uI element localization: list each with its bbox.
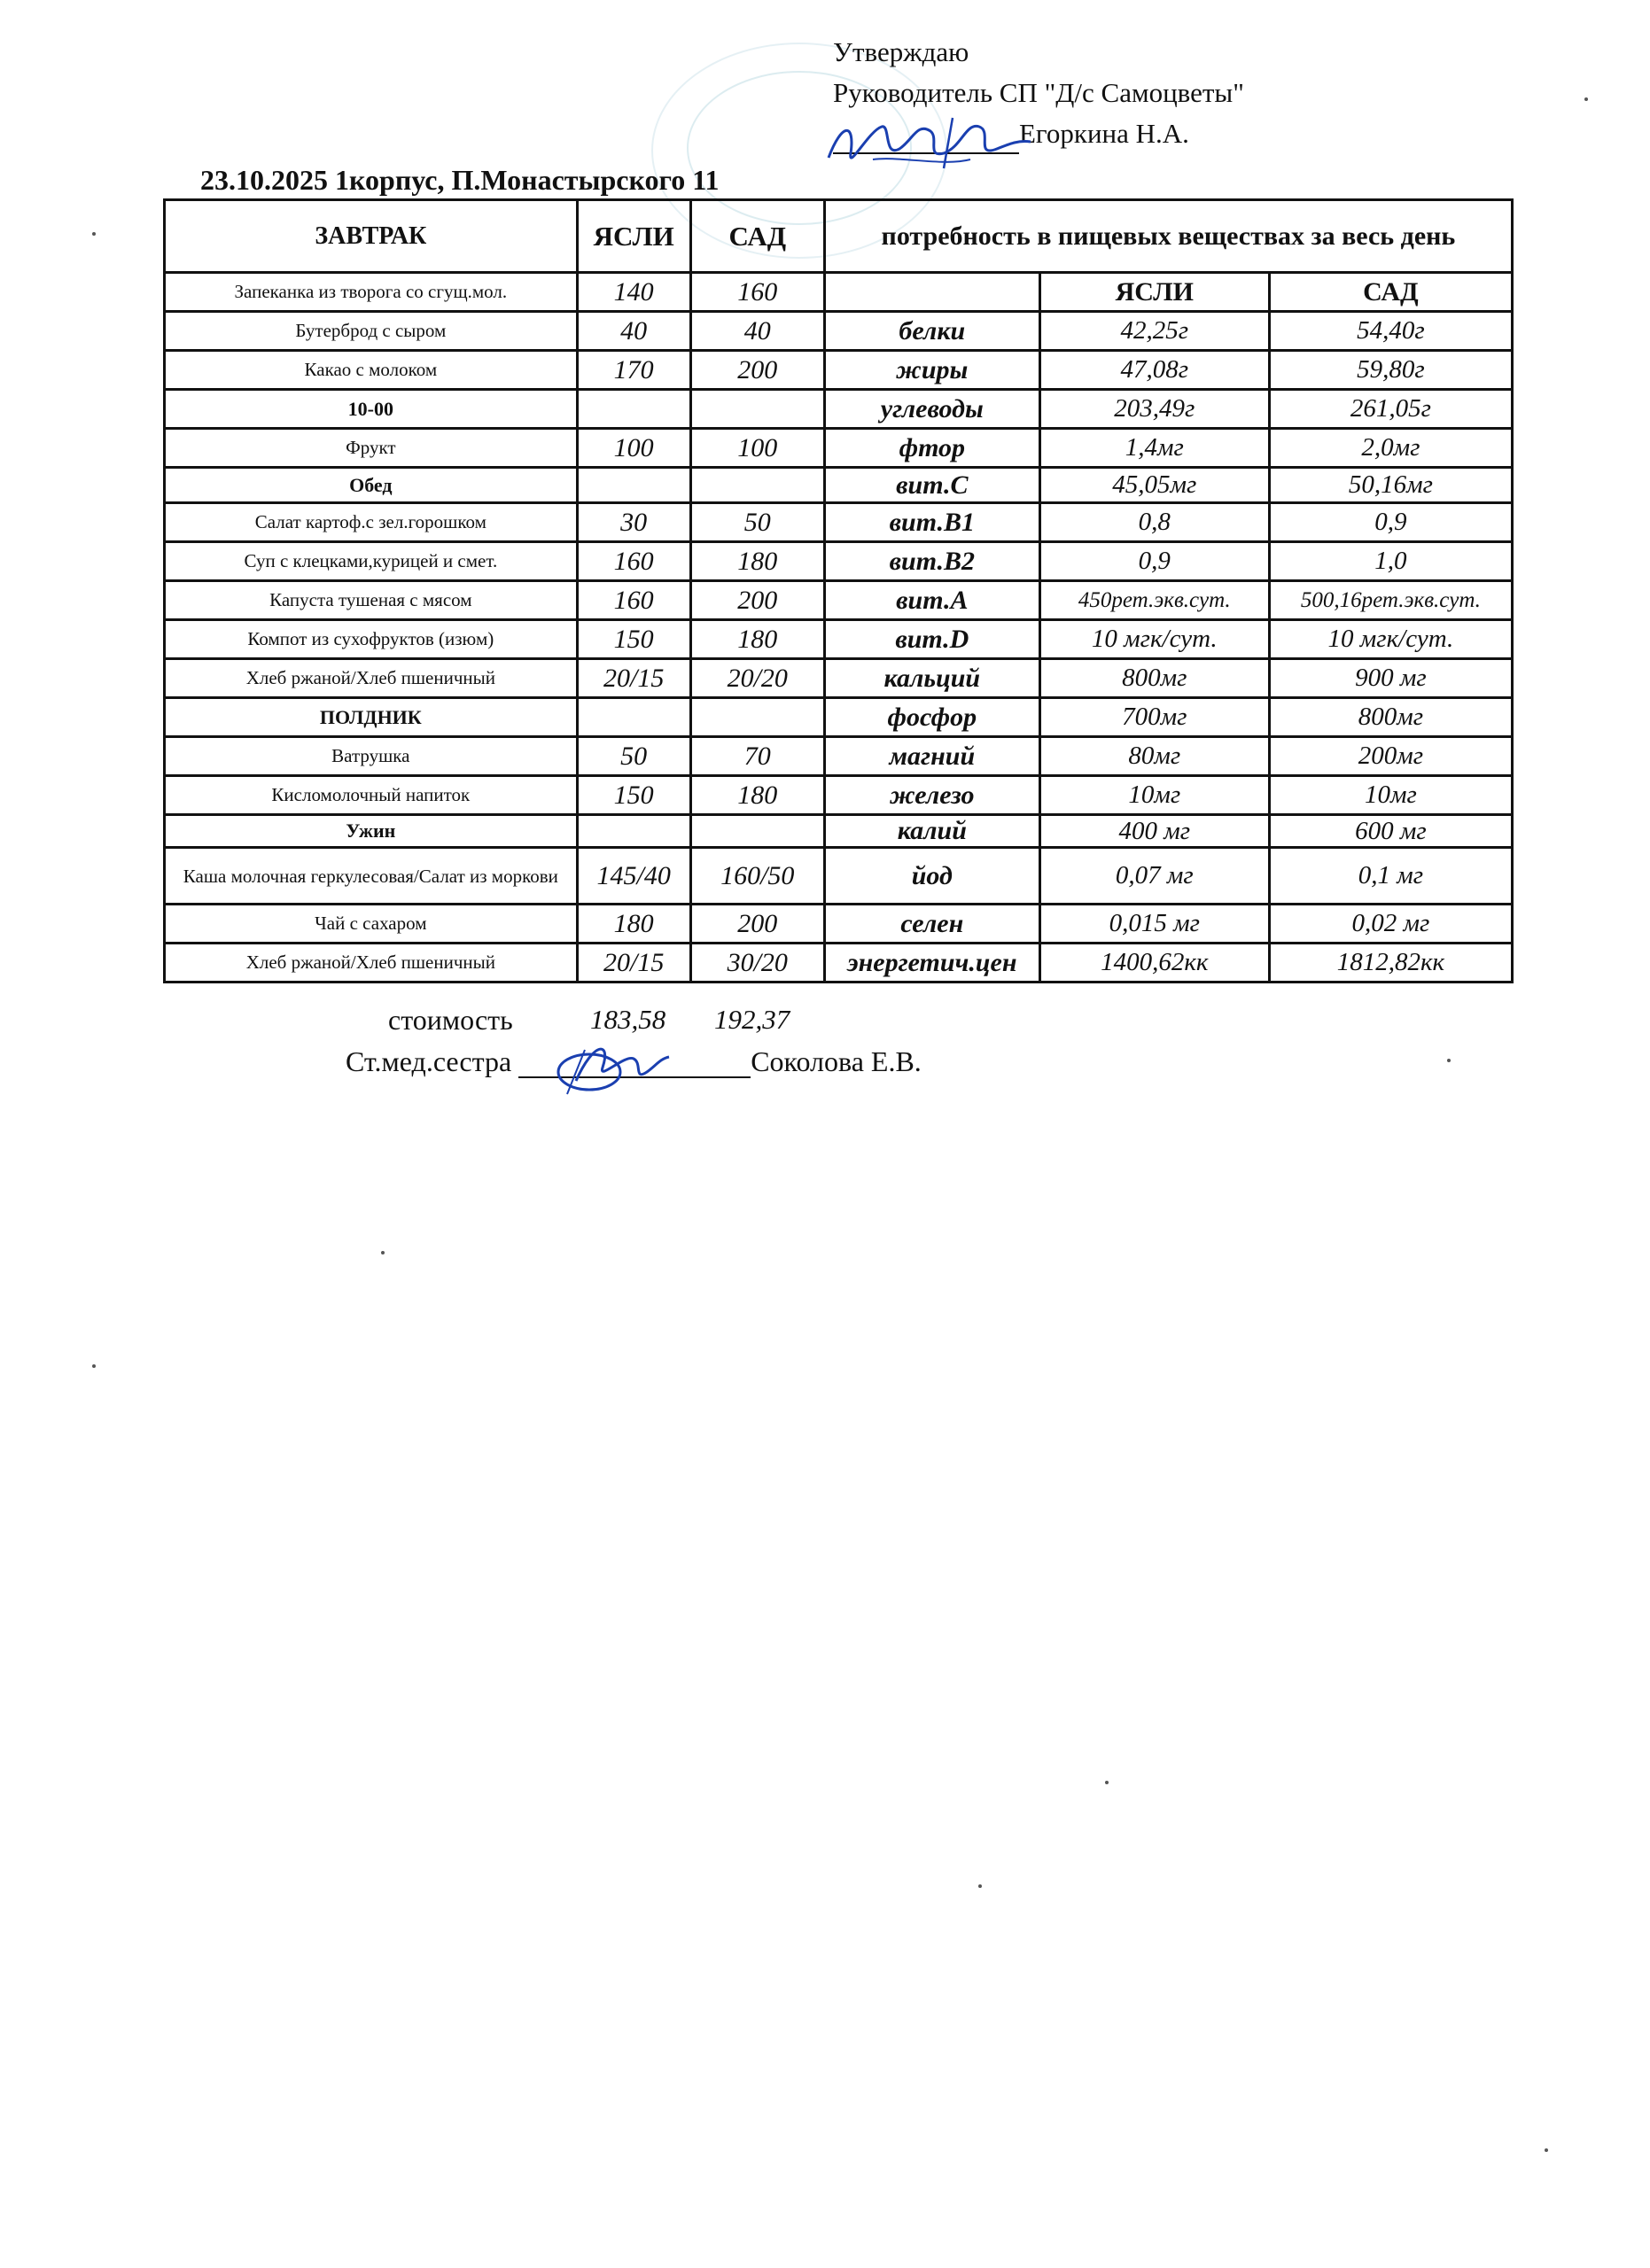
- nutrient-name: фосфор: [824, 698, 1039, 737]
- nutrient-name: углеводы: [824, 390, 1039, 429]
- portion-nursery: 40: [577, 312, 690, 351]
- approval-name: Егоркина Н.А.: [1019, 118, 1189, 149]
- nutrient-name: жиры: [824, 351, 1039, 390]
- table-row: [165, 273, 1513, 312]
- header-meal-breakfast: ЗАВТРАК: [165, 200, 578, 273]
- portion-garden: 200: [690, 905, 824, 944]
- nutrient-name: вит.D: [824, 620, 1039, 659]
- dish-name: Хлеб ржаной/Хлеб пшеничный: [165, 944, 578, 983]
- need-nursery: 80мг: [1039, 737, 1269, 776]
- approval-title: Утверждаю: [833, 36, 969, 67]
- table-row: [165, 581, 1513, 620]
- portion-garden: 180: [690, 620, 824, 659]
- table-row: [165, 542, 1513, 581]
- need-nursery: 700мг: [1039, 698, 1269, 737]
- dish-name: Компот из сухофруктов (изюм): [165, 620, 578, 659]
- table-row: [165, 776, 1513, 815]
- dish-name: Ужин: [165, 815, 578, 848]
- dish-name: Какао с молоком: [165, 351, 578, 390]
- need-garden: 0,9: [1269, 503, 1512, 542]
- portion-garden: 70: [690, 737, 824, 776]
- nutrient-name: вит.В2: [824, 542, 1039, 581]
- table-row: [165, 944, 1513, 983]
- nutrient-name: железо: [824, 776, 1039, 815]
- nurse-name: Соколова Е.В.: [751, 1045, 922, 1077]
- scan-speck: [1105, 1781, 1109, 1784]
- need-nursery: 10мг: [1039, 776, 1269, 815]
- need-garden: 200мг: [1269, 737, 1512, 776]
- table-row: [165, 848, 1513, 905]
- need-nursery: 450рет.экв.сут.: [1039, 581, 1269, 620]
- portion-garden: [690, 815, 824, 848]
- need-nursery: 800мг: [1039, 659, 1269, 698]
- nutrient-name: [824, 273, 1039, 312]
- cost-garden: 192,37: [714, 1004, 790, 1035]
- portion-nursery: 160: [577, 581, 690, 620]
- portion-garden: 100: [690, 429, 824, 468]
- nutrient-name: фтор: [824, 429, 1039, 468]
- header-daily-needs: потребность в пищевых веществах за весь день: [824, 200, 1512, 273]
- portion-nursery: 20/15: [577, 944, 690, 983]
- need-garden: 500,16рет.экв.сут.: [1269, 581, 1512, 620]
- dish-name: Капуста тушеная с мясом: [165, 581, 578, 620]
- table-row: [165, 503, 1513, 542]
- menu-table: [163, 198, 1514, 983]
- need-nursery: 400 мг: [1039, 815, 1269, 848]
- table-row: [165, 815, 1513, 848]
- nutrient-name: кальций: [824, 659, 1039, 698]
- nutrient-name: селен: [824, 905, 1039, 944]
- portion-garden: 20/20: [690, 659, 824, 698]
- table-row: [165, 312, 1513, 351]
- portion-garden: 160/50: [690, 848, 824, 905]
- need-nursery: 203,49г: [1039, 390, 1269, 429]
- portion-garden: 30/20: [690, 944, 824, 983]
- portion-nursery: [577, 815, 690, 848]
- portion-garden: 180: [690, 776, 824, 815]
- need-garden: 50,16мг: [1269, 468, 1512, 503]
- nutrient-name: калий: [824, 815, 1039, 848]
- need-garden: 900 мг: [1269, 659, 1512, 698]
- portion-garden: 200: [690, 351, 824, 390]
- dish-name: Салат картоф.с зел.горошком: [165, 503, 578, 542]
- nurse-signature: [549, 1032, 673, 1103]
- portion-nursery: 150: [577, 776, 690, 815]
- portion-nursery: 20/15: [577, 659, 690, 698]
- need-nursery: 47,08г: [1039, 351, 1269, 390]
- need-garden: 800мг: [1269, 698, 1512, 737]
- table-row: [165, 620, 1513, 659]
- needs-header-nursery: ЯСЛИ: [1039, 273, 1269, 312]
- dish-name: Кисломолочный напиток: [165, 776, 578, 815]
- cost-nursery: 183,58: [590, 1004, 666, 1035]
- dish-name: ПОЛДНИК: [165, 698, 578, 737]
- scan-speck: [92, 232, 96, 236]
- need-garden: 1,0: [1269, 542, 1512, 581]
- need-garden: 600 мг: [1269, 815, 1512, 848]
- portion-garden: 50: [690, 503, 824, 542]
- portion-nursery: [577, 390, 690, 429]
- portion-garden: 200: [690, 581, 824, 620]
- need-nursery: 45,05мг: [1039, 468, 1269, 503]
- scan-speck: [381, 1251, 385, 1254]
- portion-nursery: 30: [577, 503, 690, 542]
- dish-name: Ватрушка: [165, 737, 578, 776]
- portion-nursery: 140: [577, 273, 690, 312]
- scan-speck: [978, 1884, 982, 1888]
- portion-garden: [690, 390, 824, 429]
- dish-name: Фрукт: [165, 429, 578, 468]
- table-header-row: [165, 200, 1513, 273]
- portion-nursery: 150: [577, 620, 690, 659]
- need-garden: 2,0мг: [1269, 429, 1512, 468]
- need-garden: 59,80г: [1269, 351, 1512, 390]
- need-garden: 0,02 мг: [1269, 905, 1512, 944]
- dish-name: Хлеб ржаной/Хлеб пшеничный: [165, 659, 578, 698]
- need-garden: 261,05г: [1269, 390, 1512, 429]
- dish-name: Суп с клецками,курицей и смет.: [165, 542, 578, 581]
- portion-garden: [690, 468, 824, 503]
- portion-nursery: 145/40: [577, 848, 690, 905]
- cost-label: стоимость: [388, 1004, 513, 1036]
- nurse-label: Ст.мед.сестра: [346, 1045, 512, 1077]
- scan-speck: [1584, 97, 1588, 101]
- portion-garden: 40: [690, 312, 824, 351]
- portion-garden: 180: [690, 542, 824, 581]
- header-garden: САД: [690, 200, 824, 273]
- table-row: [165, 737, 1513, 776]
- menu-table-body: [165, 200, 1513, 983]
- portion-nursery: 50: [577, 737, 690, 776]
- portion-garden: 160: [690, 273, 824, 312]
- dish-name: Обед: [165, 468, 578, 503]
- table-row: [165, 429, 1513, 468]
- dish-name: Бутерброд с сыром: [165, 312, 578, 351]
- dish-name: Запеканка из творога со сгущ.мол.: [165, 273, 578, 312]
- need-nursery: 0,07 мг: [1039, 848, 1269, 905]
- table-row: [165, 698, 1513, 737]
- portion-nursery: 100: [577, 429, 690, 468]
- scan-speck: [1447, 1059, 1451, 1062]
- needs-header-garden: САД: [1269, 273, 1512, 312]
- need-garden: 1812,82кк: [1269, 944, 1512, 983]
- nutrient-name: белки: [824, 312, 1039, 351]
- need-garden: 54,40г: [1269, 312, 1512, 351]
- director-signature: [820, 105, 1037, 184]
- portion-nursery: [577, 468, 690, 503]
- table-row: [165, 659, 1513, 698]
- need-nursery: 1400,62кк: [1039, 944, 1269, 983]
- need-garden: 10 мгк/сут.: [1269, 620, 1512, 659]
- nutrient-name: вит.С: [824, 468, 1039, 503]
- need-nursery: 0,8: [1039, 503, 1269, 542]
- scan-speck: [92, 1364, 96, 1368]
- header-nursery: ЯСЛИ: [577, 200, 690, 273]
- scan-speck: [1545, 2148, 1548, 2152]
- dish-name: 10-00: [165, 390, 578, 429]
- table-row: [165, 390, 1513, 429]
- portion-nursery: 180: [577, 905, 690, 944]
- table-row: [165, 905, 1513, 944]
- nutrient-name: вит.В1: [824, 503, 1039, 542]
- need-nursery: 10 мгк/сут.: [1039, 620, 1269, 659]
- need-nursery: 0,9: [1039, 542, 1269, 581]
- need-garden: 0,1 мг: [1269, 848, 1512, 905]
- nutrient-name: вит.А: [824, 581, 1039, 620]
- nutrient-name: магний: [824, 737, 1039, 776]
- table-row: [165, 351, 1513, 390]
- need-nursery: 1,4мг: [1039, 429, 1269, 468]
- dish-name: Чай с сахаром: [165, 905, 578, 944]
- need-garden: 10мг: [1269, 776, 1512, 815]
- portion-nursery: [577, 698, 690, 737]
- nutrient-name: энергетич.цен: [824, 944, 1039, 983]
- table-row: [165, 468, 1513, 503]
- portion-nursery: 160: [577, 542, 690, 581]
- approval-position: Руководитель СП "Д/с Самоцветы": [833, 77, 1244, 108]
- need-nursery: 0,015 мг: [1039, 905, 1269, 944]
- need-nursery: 42,25г: [1039, 312, 1269, 351]
- portion-garden: [690, 698, 824, 737]
- page-title: 23.10.2025 1корпус, П.Монастырского 11: [200, 164, 720, 196]
- portion-nursery: 170: [577, 351, 690, 390]
- nutrient-name: йод: [824, 848, 1039, 905]
- dish-name: Каша молочная геркулесовая/Салат из моркови: [165, 848, 578, 905]
